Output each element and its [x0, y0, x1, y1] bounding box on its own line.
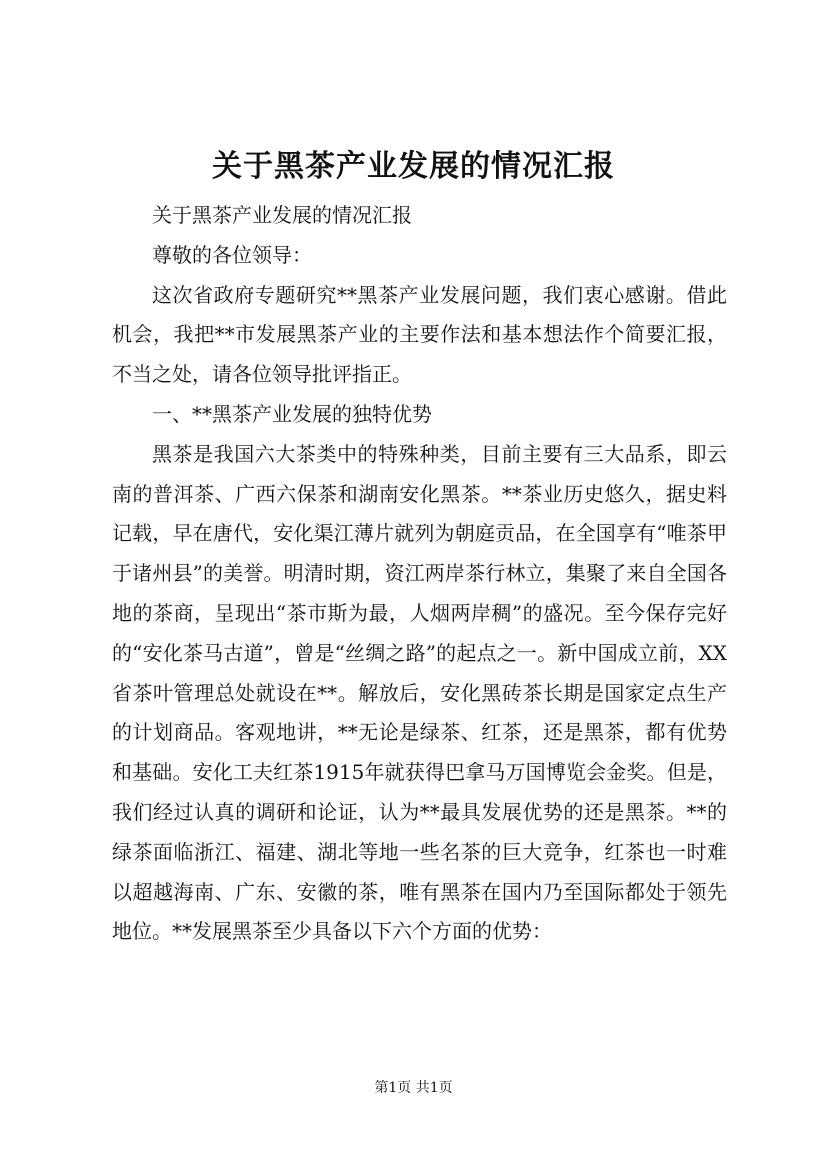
document-body: [112, 196, 727, 952]
paragraph-intro: 这次省政府专题研究**黑茶产业发展问题，我们衷心感谢。借此机会，我把**市发展黑茶产业的主要作法和基本想法作个简要汇报，不当之处，请各位领导批评指正。: [112, 282, 727, 387]
paragraph-body: 黑茶是我国六大茶类中的特殊种类，目前主要有三大品系，即云南的普洱茶、广西六保茶和湖南安化黑茶。**茶业历史悠久，据史料记载，早在唐代，安化渠江薄片就列为朝庭贡品，在全国享有“唯茶甲于诸州县”的美誉。明清时期，资江两岸茶行林立，集聚了来自全国各地的茶商，呈现出“茶市斯为最，人烟两岸稠”的盛况。至今保存完好的“安化茶马古道”，曾是“丝绸之路”的起点之一。新中国成立前，XX省茶叶管理总处就设在**。解放后，安化黑砖茶长期是国家定点生产的计划商品。客观地讲，**无论是绿茶、红茶，还是黑茶，都有优势和基础。安化工夫红茶1915年就获得巴拿马万国博览会金奖。但是，我们经过认真的调研和论证，认为**最具发展优势的还是黑茶。**的绿茶面临浙江、福建、湖北等地一些名茶的巨大竞争，红茶也一时难以超越海南、广东、安徽的茶，唯有黑茶在国内乃至国际都处于领先地位。**发展黑茶至少具备以下六个方面的优势：: [112, 441, 727, 944]
document-title: 关于黑茶产业发展的情况汇报: [212, 149, 615, 184]
paragraph-section-heading: 一、**黑茶产业发展的独特优势: [152, 401, 432, 426]
paragraph-subtitle: 关于黑茶产业发展的情况汇报: [152, 203, 412, 227]
paragraph-salutation: 尊敬的各位领导：: [152, 242, 312, 267]
page-number: 第1页 共1页: [374, 1080, 453, 1096]
